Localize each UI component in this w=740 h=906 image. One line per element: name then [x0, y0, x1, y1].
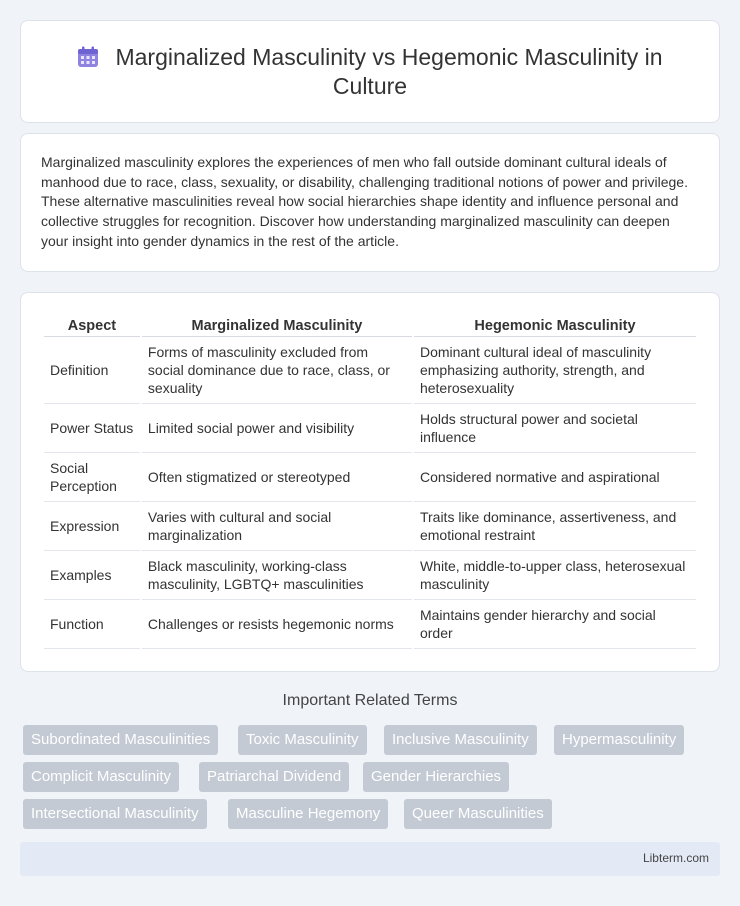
tag-intersectional-masculinity[interactable]: Intersectional Masculinity — [23, 799, 207, 829]
intro-card — [20, 133, 720, 272]
cell-hegemonic: Dominant cultural ideal of masculinity emphasizing authority, strength, and heterosexuality — [414, 337, 696, 404]
cell-marginalized: Limited social power and visibility — [142, 404, 412, 453]
cell-aspect: Expression — [44, 502, 140, 551]
table-row — [44, 337, 696, 404]
footer-bar — [20, 842, 720, 876]
cell-marginalized: Varies with cultural and social marginalization — [142, 502, 412, 551]
cell-hegemonic: Considered normative and aspirational — [414, 453, 696, 502]
title-card — [20, 20, 720, 123]
cell-hegemonic: Traits like dominance, assertiveness, and emotional restraint — [414, 502, 696, 551]
cell-marginalized: Black masculinity, working-class masculinity, LGBTQ+ masculinities — [142, 551, 412, 600]
cell-aspect: Definition — [44, 337, 140, 404]
cell-hegemonic: White, middle-to-upper class, heterosexual masculinity — [414, 551, 696, 600]
page-title — [51, 43, 689, 101]
cell-marginalized: Often stigmatized or stereotyped — [142, 453, 412, 502]
tag-toxic-masculinity[interactable]: Toxic Masculinity — [238, 725, 367, 755]
cell-marginalized: Forms of masculinity excluded from social dominance due to race, class, or sexuality — [142, 337, 412, 404]
tag-patriarchal-dividend[interactable]: Patriarchal Dividend — [199, 762, 349, 792]
table-row — [44, 404, 696, 453]
table-header-row — [44, 315, 696, 337]
tag-queer-masculinities[interactable]: Queer Masculinities — [404, 799, 552, 829]
header-aspect: Aspect — [44, 315, 140, 337]
intro-paragraph: Marginalized masculinity explores the experiences of men who fall outside dominant cultural ideals of manhood due to race, class, sexuality, or disability, challenging traditional notions of power and privilege. These alternative masculinities reveal how social hierarchies shape identity and influence personal and collective struggles for recognition. Discover how understanding marginalized masculinity can deepen your insight into gender dynamics in the rest of the article. — [41, 154, 688, 249]
table-row — [44, 600, 696, 649]
tag-hypermasculinity[interactable]: Hypermasculinity — [554, 725, 684, 755]
cell-hegemonic: Holds structural power and societal influence — [414, 404, 696, 453]
table-row — [44, 502, 696, 551]
calendar-icon — [77, 46, 99, 68]
footer-site-link[interactable]: Libterm.com — [642, 851, 709, 865]
cell-aspect: Function — [44, 600, 140, 649]
page-title-text: Marginalized Masculinity vs Hegemonic Masculinity in Culture — [115, 44, 663, 99]
tag-complicit-masculinity[interactable]: Complicit Masculinity — [23, 762, 179, 792]
tag-subordinated-masculinities[interactable]: Subordinated Masculinities — [23, 725, 218, 755]
table-row — [44, 551, 696, 600]
tag-masculine-hegemony[interactable]: Masculine Hegemony — [228, 799, 388, 829]
header-hegemonic: Hegemonic Masculinity — [414, 315, 696, 337]
cell-marginalized: Challenges or resists hegemonic norms — [142, 600, 412, 649]
cell-hegemonic: Maintains gender hierarchy and social order — [414, 600, 696, 649]
comparison-table — [42, 315, 698, 649]
cell-aspect: Power Status — [44, 404, 140, 453]
cell-aspect: Social Perception — [44, 453, 140, 502]
comparison-card — [20, 292, 720, 672]
header-marginalized: Marginalized Masculinity — [142, 315, 412, 337]
table-row — [44, 453, 696, 502]
tag-gender-hierarchies[interactable]: Gender Hierarchies — [363, 762, 509, 792]
tag-inclusive-masculinity[interactable]: Inclusive Masculinity — [384, 725, 537, 755]
related-terms-heading: Important Related Terms — [282, 692, 458, 709]
cell-aspect: Examples — [44, 551, 140, 600]
